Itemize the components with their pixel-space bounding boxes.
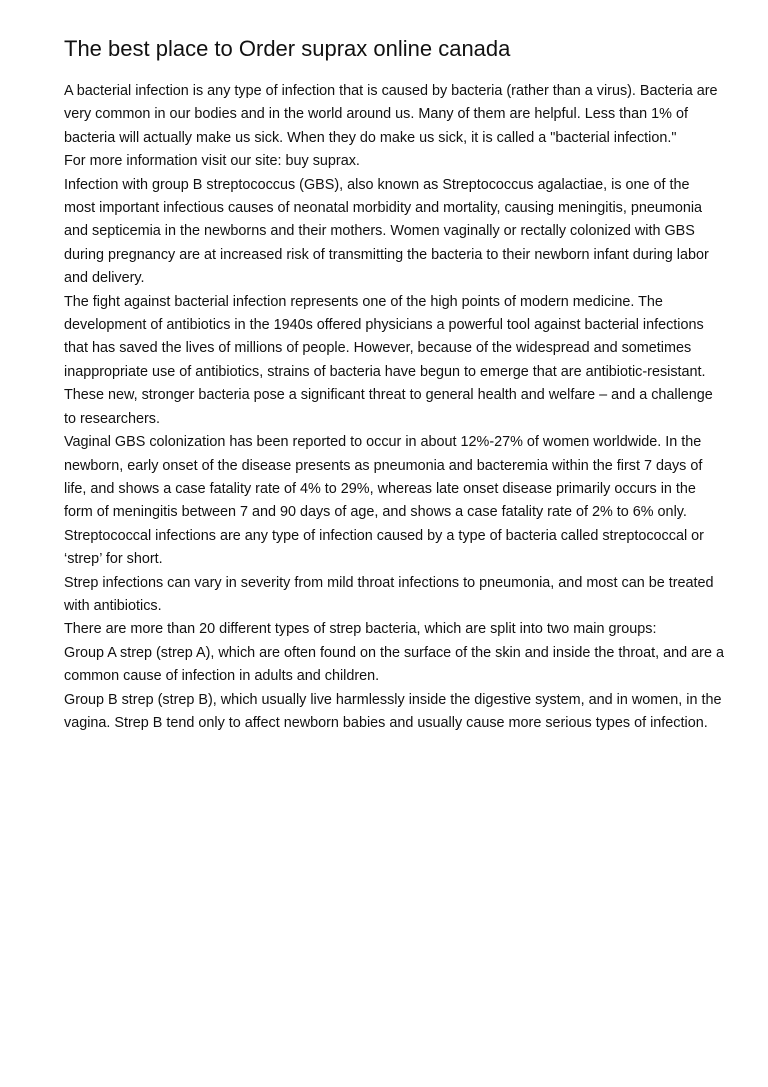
paragraph-more-info: For more information visit our site: buy suprax. bbox=[64, 153, 360, 170]
paragraph-strep-types: There are more than 20 different types of strep bacteria, which are split into two main groups: bbox=[64, 621, 657, 638]
paragraph-group-b-strep: Group B strep (strep B), which usually live harmlessly inside the digestive system, and in women, in the vagina. Strep B tend only to affect newborn babies and usually cause more serious types of infection. bbox=[64, 691, 722, 731]
document-title: The best place to Order suprax online canada bbox=[64, 36, 511, 61]
paragraph-bacterial-infection: A bacterial infection is any type of infection that is caused by bacteria (rather than a virus). Bacteria are very common in our bodies and in the world around us. Many of them are helpful. Less than 1% of bacteria will actually make us sick. When they do make us sick, it is called a "bacterial infection." bbox=[64, 83, 718, 146]
paragraph-group-a-strep: Group A strep (strep A), which are often found on the surface of the skin and inside the throat, and are a common cause of infection in adults and children. bbox=[64, 644, 724, 685]
paragraph-gbs-colonization: Vaginal GBS colonization has been reported to occur in about 12%-27% of women worldwide. In the newborn, early onset of the disease presents as pneumonia and bacteremia within the first 7 days of life, and shows a case fatality rate of 4% to 29%, whereas late onset disease primarily occurs in the form of meningitis between 7 and 90 days of age, and shows a case fatality rate of 2% to 6% only. bbox=[64, 434, 703, 521]
paragraph-streptococcal-definition: Streptococcal infections are any type of infection caused by a type of bacteria called streptococcal or ‘strep’ for short. bbox=[64, 527, 704, 568]
document-body bbox=[64, 80, 724, 735]
paragraph-strep-severity: Strep infections can vary in severity from mild throat infections to pneumonia, and most can be treated with antibiotics. bbox=[64, 574, 714, 614]
paragraph-gbs-infection: Infection with group B streptococcus (GBS), also known as Streptococcus agalactiae, is one of the most important infectious causes of neonatal morbidity and mortality, causing meningitis, pneumonia and septicemia in the newborns and their mothers. Women vaginally or rectally colonized with GBS during pregnancy are at increased risk of transmitting the bacteria to their newborn infant during labor and delivery. bbox=[64, 176, 709, 287]
paragraph-antibiotics: The fight against bacterial infection represents one of the high points of modern medicine. The development of antibiotics in the 1940s offered physicians a powerful tool against bacterial infections that has saved the lives of millions of people. However, because of the widespread and sometimes inappropriate use of antibiotics, strains of bacteria have begun to emerge that are antibiotic-resistant. These new, stronger bacteria pose a significant threat to general health and welfare – and a challenge to researchers. bbox=[64, 293, 713, 427]
document-page bbox=[64, 34, 724, 735]
